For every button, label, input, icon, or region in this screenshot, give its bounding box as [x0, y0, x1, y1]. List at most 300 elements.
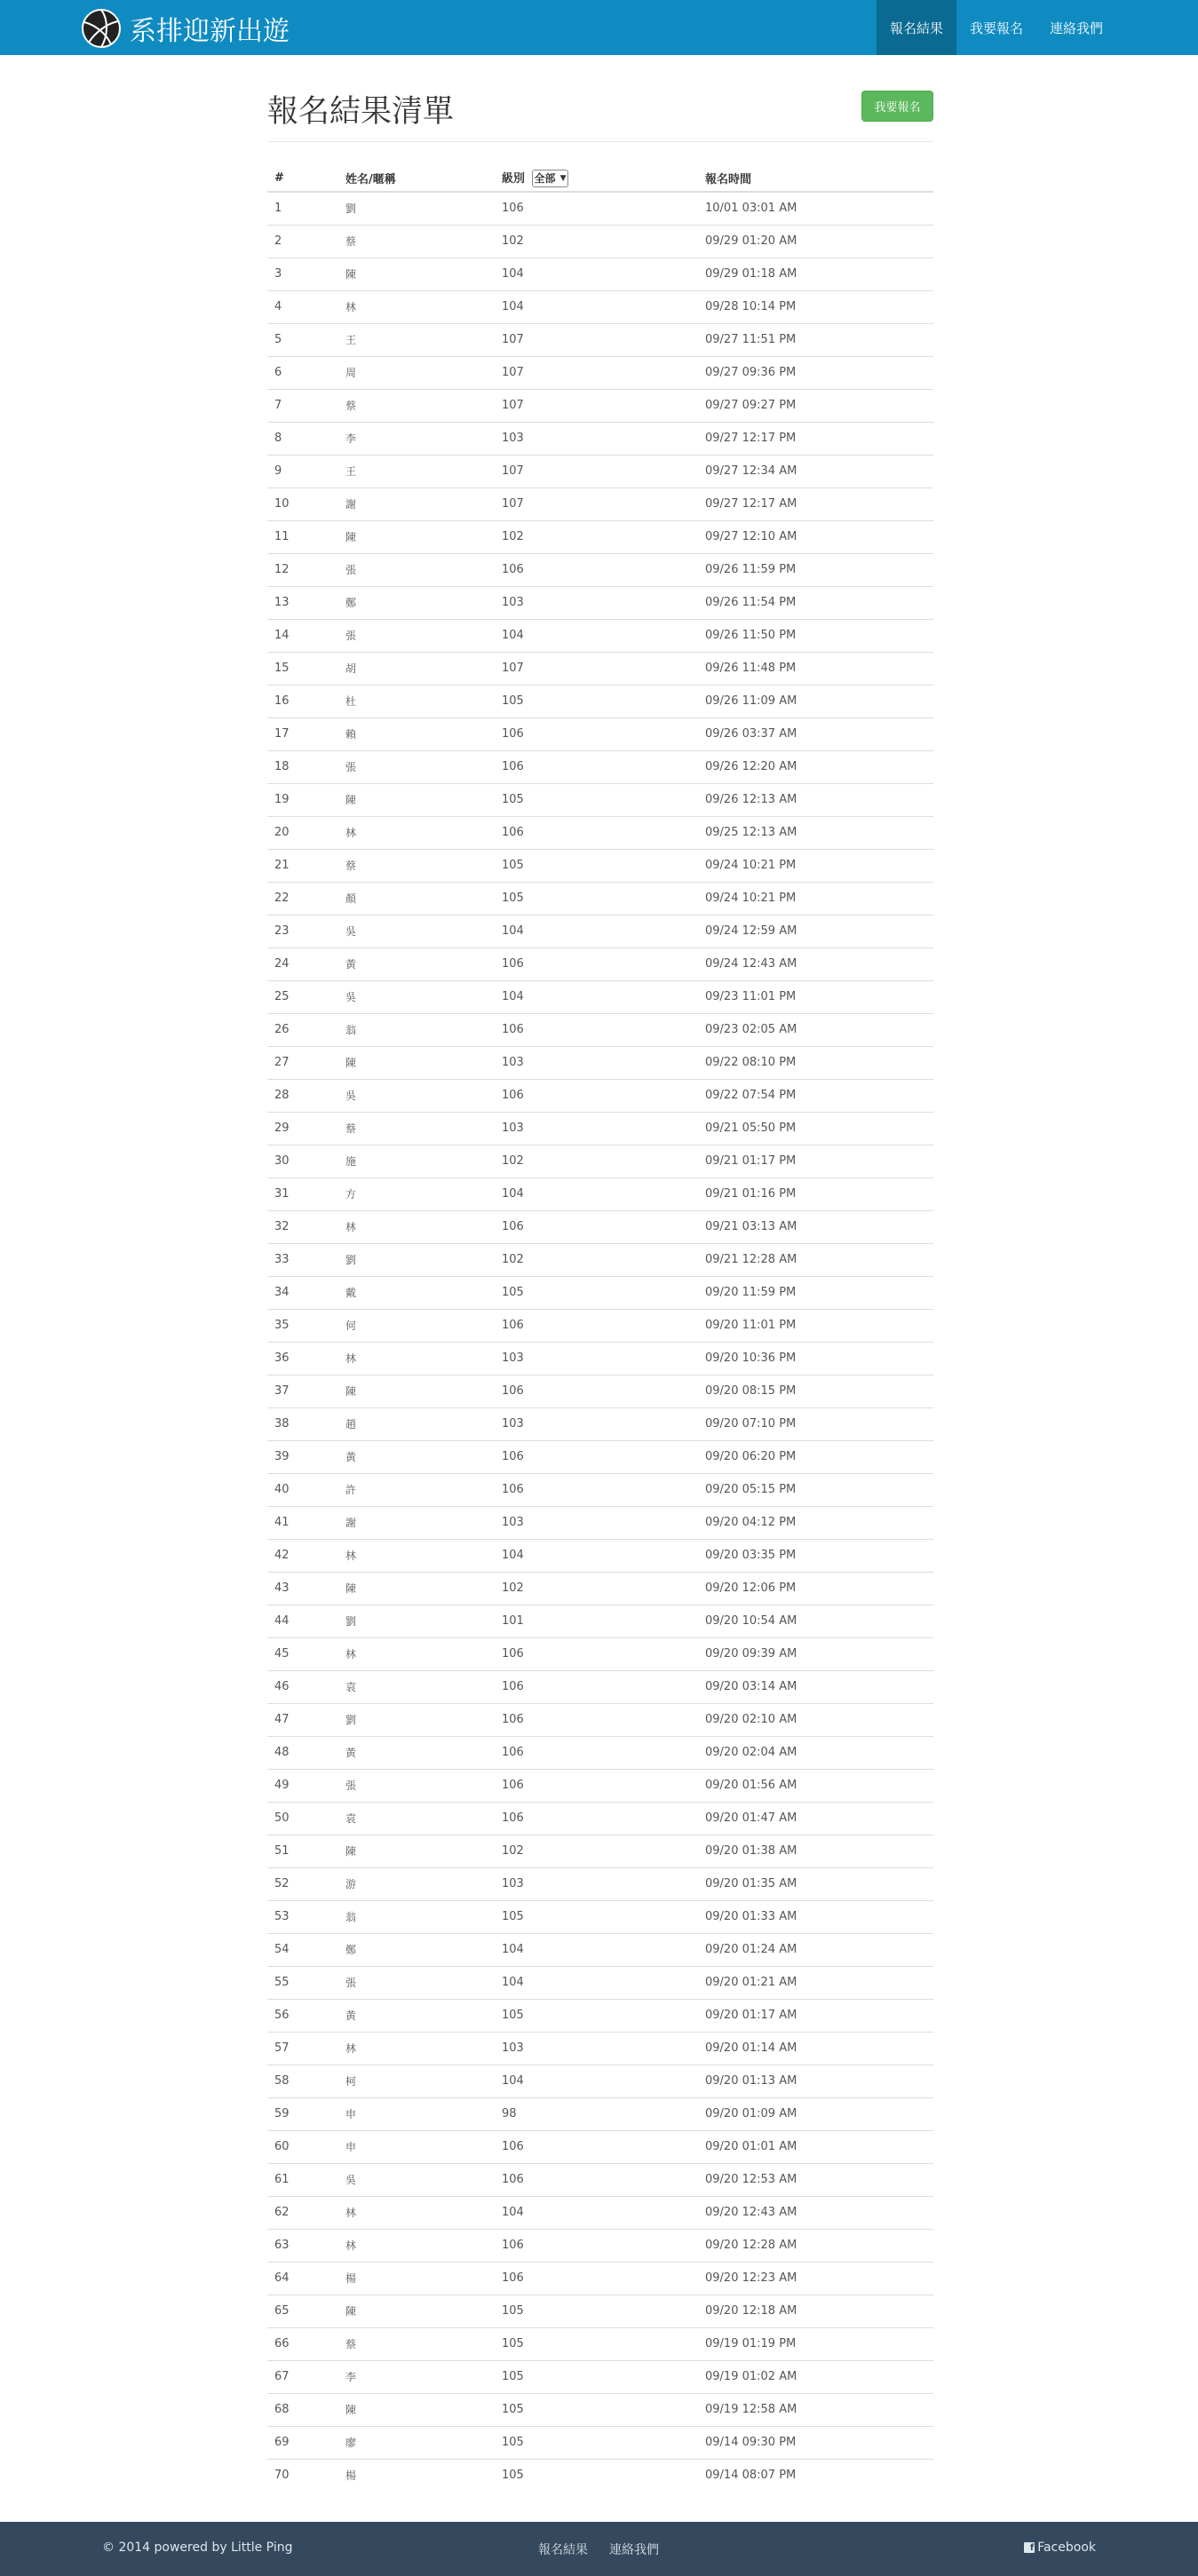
row-time: 09/20 10:36 PM [698, 1342, 933, 1375]
row-grade: 104 [495, 258, 698, 290]
row-name: 劉 [338, 1703, 495, 1736]
header-time: 報名時間 [698, 165, 933, 192]
row-time: 09/20 11:59 PM [698, 1276, 933, 1309]
row-time: 09/20 02:10 AM [698, 1703, 933, 1736]
row-grade: 105 [495, 1999, 698, 2032]
row-name: 許 [338, 1473, 495, 1506]
table-row [267, 1999, 933, 2032]
table-row [267, 487, 933, 520]
row-time: 09/26 12:13 AM [698, 783, 933, 816]
row-time: 09/27 12:10 AM [698, 520, 933, 553]
row-name: 黃 [338, 1999, 495, 2032]
row-grade: 106 [495, 1637, 698, 1670]
header-grade-label: 級別 [502, 172, 526, 186]
nav-item-signup[interactable]: 我要報名 [969, 20, 1023, 36]
row-grade: 104 [495, 619, 698, 652]
table-row [267, 947, 933, 980]
row-num: 8 [267, 422, 338, 455]
row-time: 09/20 07:10 PM [698, 1407, 933, 1440]
row-grade: 104 [495, 1933, 698, 1966]
row-grade: 106 [495, 1473, 698, 1506]
row-time: 09/22 08:10 PM [698, 1046, 933, 1079]
table-header [267, 165, 933, 192]
table-row [267, 1506, 933, 1539]
table-row [267, 717, 933, 750]
footer-links [538, 2540, 680, 2558]
row-name: 翁 [338, 1013, 495, 1046]
row-num: 44 [267, 1605, 338, 1637]
row-num: 55 [267, 1966, 338, 1999]
row-name: 楊 [338, 2459, 495, 2492]
row-grade: 106 [495, 1309, 698, 1342]
table-row [267, 1736, 933, 1769]
row-name: 陳 [338, 1046, 495, 1079]
row-grade: 104 [495, 1539, 698, 1572]
row-num: 11 [267, 520, 338, 553]
table-row [267, 1769, 933, 1802]
table-row [267, 1572, 933, 1605]
row-time: 09/21 03:13 AM [698, 1210, 933, 1243]
row-name: 林 [338, 290, 495, 323]
signup-button[interactable]: 我要報名 [861, 91, 933, 122]
row-time: 09/21 01:17 PM [698, 1145, 933, 1177]
row-time: 09/24 10:21 PM [698, 849, 933, 882]
facebook-icon: f [1024, 2542, 1035, 2553]
row-time: 09/20 01:38 AM [698, 1835, 933, 1867]
row-num: 1 [267, 192, 338, 225]
row-grade: 106 [495, 2163, 698, 2196]
row-grade: 104 [495, 915, 698, 947]
row-num: 56 [267, 1999, 338, 2032]
row-grade: 106 [495, 2229, 698, 2262]
row-time: 09/27 12:17 PM [698, 422, 933, 455]
nav-menu [877, 0, 1198, 55]
row-num: 27 [267, 1046, 338, 1079]
row-name: 陳 [338, 783, 495, 816]
row-grade: 105 [495, 1276, 698, 1309]
row-name: 林 [338, 1637, 495, 1670]
row-num: 13 [267, 586, 338, 619]
row-num: 54 [267, 1933, 338, 1966]
row-time: 09/27 12:34 AM [698, 455, 933, 487]
main-container [267, 55, 933, 2483]
row-name: 周 [338, 356, 495, 389]
row-grade: 106 [495, 2262, 698, 2295]
row-time: 09/23 11:01 PM [698, 980, 933, 1013]
row-name: 賴 [338, 717, 495, 750]
row-num: 6 [267, 356, 338, 389]
row-name: 柯 [338, 2065, 495, 2097]
page-header [267, 55, 933, 142]
row-name: 陳 [338, 520, 495, 553]
row-num: 51 [267, 1835, 338, 1867]
row-grade: 105 [495, 2360, 698, 2393]
row-grade: 98 [495, 2097, 698, 2130]
row-name: 張 [338, 553, 495, 586]
table-row [267, 258, 933, 290]
row-name: 杜 [338, 685, 495, 717]
table-row [267, 1013, 933, 1046]
row-num: 46 [267, 1670, 338, 1703]
row-num: 48 [267, 1736, 338, 1769]
row-grade: 105 [495, 849, 698, 882]
header-name: 姓名/暱稱 [338, 165, 495, 192]
row-name: 謝 [338, 1506, 495, 1539]
table-row [267, 422, 933, 455]
row-grade: 104 [495, 980, 698, 1013]
row-num: 35 [267, 1309, 338, 1342]
row-time: 09/20 01:33 AM [698, 1900, 933, 1933]
row-num: 16 [267, 685, 338, 717]
footer-facebook-link[interactable] [1024, 2540, 1096, 2555]
row-num: 49 [267, 1769, 338, 1802]
row-grade: 106 [495, 1210, 698, 1243]
header-num: # [267, 165, 338, 192]
table-row [267, 2360, 933, 2393]
row-time: 09/26 11:54 PM [698, 586, 933, 619]
footer-link-contact[interactable]: 連絡我們 [609, 2543, 659, 2557]
row-grade: 106 [495, 816, 698, 849]
row-time: 09/20 01:13 AM [698, 2065, 933, 2097]
row-name: 劉 [338, 1605, 495, 1637]
table-row [267, 1309, 933, 1342]
row-time: 09/29 01:18 AM [698, 258, 933, 290]
table-row [267, 290, 933, 323]
row-grade: 103 [495, 1506, 698, 1539]
table-row [267, 1046, 933, 1079]
row-time: 09/20 01:21 AM [698, 1966, 933, 1999]
row-grade: 107 [495, 487, 698, 520]
table-row [267, 1802, 933, 1835]
row-time: 09/26 11:09 AM [698, 685, 933, 717]
table-row [267, 1900, 933, 1933]
row-name: 陳 [338, 2295, 495, 2327]
row-num: 24 [267, 947, 338, 980]
row-name: 張 [338, 619, 495, 652]
row-num: 36 [267, 1342, 338, 1375]
table-row [267, 2097, 933, 2130]
row-name: 王 [338, 323, 495, 356]
row-time: 09/14 08:07 PM [698, 2459, 933, 2492]
row-name: 張 [338, 750, 495, 783]
row-time: 09/19 01:19 PM [698, 2327, 933, 2360]
row-num: 39 [267, 1440, 338, 1473]
row-time: 10/01 03:01 AM [698, 192, 933, 225]
row-name: 申 [338, 2130, 495, 2163]
row-time: 09/20 12:06 PM [698, 1572, 933, 1605]
row-grade: 106 [495, 1670, 698, 1703]
table-row [267, 1473, 933, 1506]
row-time: 09/21 01:16 PM [698, 1177, 933, 1210]
row-time: 09/20 12:28 AM [698, 2229, 933, 2262]
table-row [267, 1342, 933, 1375]
table-row [267, 2295, 933, 2327]
brand-title: 系排迎新出遊 [130, 16, 290, 47]
row-name: 張 [338, 1769, 495, 1802]
row-name: 黃 [338, 947, 495, 980]
row-num: 65 [267, 2295, 338, 2327]
row-num: 57 [267, 2032, 338, 2065]
table-row [267, 1670, 933, 1703]
row-num: 2 [267, 225, 338, 258]
row-num: 69 [267, 2426, 338, 2459]
row-num: 41 [267, 1506, 338, 1539]
row-time: 09/29 01:20 AM [698, 225, 933, 258]
row-time: 09/21 05:50 PM [698, 1112, 933, 1145]
row-num: 28 [267, 1079, 338, 1112]
row-name: 蔡 [338, 225, 495, 258]
row-name: 林 [338, 2032, 495, 2065]
table-row [267, 1867, 933, 1900]
table-row [267, 915, 933, 947]
row-name: 方 [338, 1177, 495, 1210]
row-grade: 105 [495, 2393, 698, 2426]
table-row [267, 652, 933, 685]
row-name: 林 [338, 1539, 495, 1572]
row-grade: 105 [495, 2459, 698, 2492]
row-num: 9 [267, 455, 338, 487]
row-num: 58 [267, 2065, 338, 2097]
table-row [267, 1440, 933, 1473]
table-row [267, 1637, 933, 1670]
row-time: 09/20 11:01 PM [698, 1309, 933, 1342]
row-num: 21 [267, 849, 338, 882]
row-time: 09/20 12:43 AM [698, 2196, 933, 2229]
row-grade: 106 [495, 192, 698, 225]
row-num: 30 [267, 1145, 338, 1177]
row-name: 蔡 [338, 849, 495, 882]
table-row [267, 2065, 933, 2097]
row-grade: 106 [495, 2130, 698, 2163]
table-row [267, 2327, 933, 2360]
row-name: 蔡 [338, 389, 495, 422]
volleyball-logo-icon [82, 9, 121, 48]
table-row [267, 225, 933, 258]
row-time: 09/20 01:47 AM [698, 1802, 933, 1835]
row-name: 鄭 [338, 1933, 495, 1966]
table-row [267, 1079, 933, 1112]
row-name: 翁 [338, 1900, 495, 1933]
row-time: 09/23 02:05 AM [698, 1013, 933, 1046]
row-num: 45 [267, 1637, 338, 1670]
row-name: 胡 [338, 652, 495, 685]
row-time: 09/24 10:21 PM [698, 882, 933, 915]
row-num: 4 [267, 290, 338, 323]
row-grade: 107 [495, 652, 698, 685]
row-num: 5 [267, 323, 338, 356]
grade-filter-value: 全部 [534, 172, 556, 186]
row-time: 09/27 09:27 PM [698, 389, 933, 422]
row-grade: 106 [495, 750, 698, 783]
row-time: 09/19 01:02 AM [698, 2360, 933, 2393]
table-row [267, 1112, 933, 1145]
row-time: 09/20 12:18 AM [698, 2295, 933, 2327]
grade-filter-select[interactable] [532, 170, 569, 187]
row-time: 09/20 04:12 PM [698, 1506, 933, 1539]
row-grade: 105 [495, 882, 698, 915]
row-name: 施 [338, 1145, 495, 1177]
row-num: 22 [267, 882, 338, 915]
row-name: 楊 [338, 2262, 495, 2295]
row-time: 09/20 01:09 AM [698, 2097, 933, 2130]
row-grade: 103 [495, 2032, 698, 2065]
row-time: 09/21 12:28 AM [698, 1243, 933, 1276]
table-row [267, 2393, 933, 2426]
row-time: 09/20 01:17 AM [698, 1999, 933, 2032]
row-name: 何 [338, 1309, 495, 1342]
row-num: 7 [267, 389, 338, 422]
row-name: 蔡 [338, 1112, 495, 1145]
row-grade: 104 [495, 1177, 698, 1210]
row-name: 戴 [338, 1276, 495, 1309]
table-row [267, 553, 933, 586]
row-time: 09/20 12:53 AM [698, 2163, 933, 2196]
row-name: 黃 [338, 1736, 495, 1769]
row-grade: 105 [495, 783, 698, 816]
row-name: 顏 [338, 882, 495, 915]
row-name: 陳 [338, 1375, 495, 1407]
table-row [267, 2163, 933, 2196]
row-time: 09/22 07:54 PM [698, 1079, 933, 1112]
row-name: 林 [338, 2196, 495, 2229]
row-grade: 102 [495, 1243, 698, 1276]
table-row [267, 849, 933, 882]
nav-item-results[interactable]: 報名結果 [877, 0, 956, 55]
row-num: 33 [267, 1243, 338, 1276]
row-num: 25 [267, 980, 338, 1013]
row-grade: 106 [495, 1013, 698, 1046]
row-grade: 106 [495, 1802, 698, 1835]
dropdown-caret-icon: ▼ [559, 173, 567, 183]
table-row [267, 1243, 933, 1276]
row-num: 15 [267, 652, 338, 685]
row-name: 李 [338, 422, 495, 455]
row-time: 09/20 03:14 AM [698, 1670, 933, 1703]
row-num: 43 [267, 1572, 338, 1605]
footer-facebook-label: Facebook [1037, 2540, 1096, 2555]
row-grade: 102 [495, 1835, 698, 1867]
table-row [267, 816, 933, 849]
row-num: 23 [267, 915, 338, 947]
table-row [267, 1703, 933, 1736]
table-row [267, 1835, 933, 1867]
row-name: 申 [338, 2097, 495, 2130]
row-grade: 106 [495, 947, 698, 980]
table-row [267, 1177, 933, 1210]
row-name: 陳 [338, 2393, 495, 2426]
row-time: 09/26 11:50 PM [698, 619, 933, 652]
row-grade: 106 [495, 553, 698, 586]
table-row [267, 783, 933, 816]
table-row [267, 750, 933, 783]
row-time: 09/27 09:36 PM [698, 356, 933, 389]
top-navbar [0, 0, 1198, 55]
footer [0, 2522, 1198, 2576]
row-grade: 105 [495, 2295, 698, 2327]
table-body [267, 192, 933, 2492]
row-time: 09/25 12:13 AM [698, 816, 933, 849]
row-num: 3 [267, 258, 338, 290]
row-grade: 107 [495, 389, 698, 422]
row-name: 袁 [338, 1670, 495, 1703]
row-grade: 101 [495, 1605, 698, 1637]
table-row [267, 980, 933, 1013]
row-time: 09/24 12:43 AM [698, 947, 933, 980]
table-row [267, 2196, 933, 2229]
row-time: 09/14 09:30 PM [698, 2426, 933, 2459]
row-name: 吳 [338, 2163, 495, 2196]
table-row [267, 520, 933, 553]
row-name: 吳 [338, 980, 495, 1013]
row-time: 09/20 09:39 AM [698, 1637, 933, 1670]
table-row [267, 586, 933, 619]
row-grade: 104 [495, 290, 698, 323]
registration-table [267, 165, 933, 2492]
row-num: 52 [267, 1867, 338, 1900]
row-grade: 104 [495, 2065, 698, 2097]
table-row [267, 356, 933, 389]
row-num: 60 [267, 2130, 338, 2163]
row-grade: 102 [495, 1145, 698, 1177]
row-time: 09/26 03:37 AM [698, 717, 933, 750]
row-time: 09/26 12:20 AM [698, 750, 933, 783]
nav-item-contact[interactable]: 連絡我們 [1049, 20, 1103, 36]
row-grade: 103 [495, 1112, 698, 1145]
row-num: 38 [267, 1407, 338, 1440]
row-grade: 104 [495, 1966, 698, 1999]
row-grade: 106 [495, 1375, 698, 1407]
row-grade: 105 [495, 1900, 698, 1933]
row-grade: 103 [495, 586, 698, 619]
row-name: 廖 [338, 2426, 495, 2459]
page-title: 報名結果清單 [267, 94, 455, 130]
row-name: 王 [338, 455, 495, 487]
table-row [267, 2459, 933, 2492]
row-num: 53 [267, 1900, 338, 1933]
row-name: 劉 [338, 192, 495, 225]
row-name: 吳 [338, 1079, 495, 1112]
row-name: 李 [338, 2360, 495, 2393]
row-name: 袁 [338, 1802, 495, 1835]
row-grade: 107 [495, 455, 698, 487]
row-name: 游 [338, 1867, 495, 1900]
row-name: 陳 [338, 1835, 495, 1867]
row-num: 63 [267, 2229, 338, 2262]
row-grade: 102 [495, 225, 698, 258]
row-grade: 102 [495, 1572, 698, 1605]
row-num: 32 [267, 1210, 338, 1243]
table-row [267, 1210, 933, 1243]
brand[interactable] [82, 9, 290, 48]
row-time: 09/27 12:17 AM [698, 487, 933, 520]
row-grade: 106 [495, 717, 698, 750]
row-num: 34 [267, 1276, 338, 1309]
row-grade: 103 [495, 1342, 698, 1375]
row-grade: 103 [495, 1046, 698, 1079]
row-num: 62 [267, 2196, 338, 2229]
row-grade: 102 [495, 520, 698, 553]
row-num: 10 [267, 487, 338, 520]
table-row [267, 1605, 933, 1637]
table-row [267, 389, 933, 422]
row-num: 68 [267, 2393, 338, 2426]
table-row [267, 1933, 933, 1966]
table-row [267, 1375, 933, 1407]
row-grade: 107 [495, 323, 698, 356]
table-row [267, 1966, 933, 1999]
table-row [267, 192, 933, 225]
footer-link-results[interactable]: 報名結果 [538, 2543, 588, 2557]
